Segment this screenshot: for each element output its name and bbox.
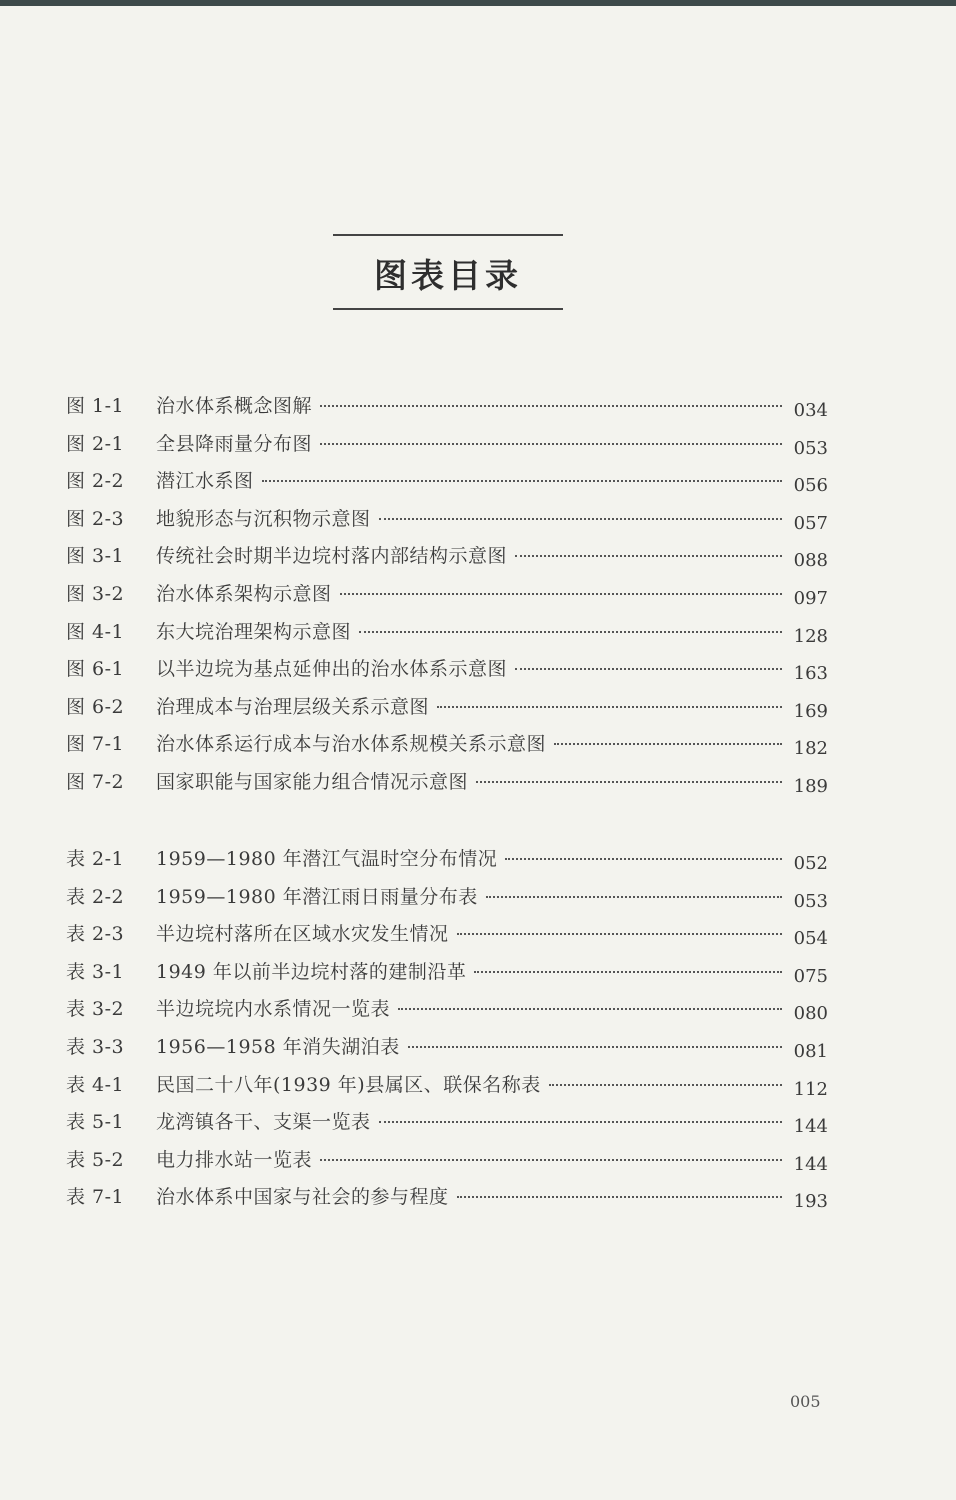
figure-entry[interactable] [66,692,828,730]
entry-label: 图 2-3 [66,507,125,530]
dot-leader [262,480,782,482]
tables-list [66,844,828,1220]
entry-page-number: 169 [793,700,828,722]
entry-title: 国家职能与国家能力组合情况示意图 [156,770,469,793]
dot-leader [505,858,782,860]
entry-title: 1956—1958 年消失湖泊表 [156,1035,400,1058]
figure-entry[interactable] [66,579,828,617]
entry-page-number: 075 [793,965,828,987]
entry-title: 东大垸治理架构示意图 [156,620,352,643]
dot-leader [340,593,782,595]
entry-label: 表 3-2 [66,998,125,1021]
entry-label: 图 6-2 [66,695,125,718]
entry-title: 1959—1980 年潜江气温时空分布情况 [156,848,498,870]
entry-page-number: 056 [793,475,828,497]
entry-title: 治水体系运行成本与治水体系规模关系示意图 [156,733,547,756]
entry-page-number: 052 [793,853,828,874]
dot-leader [457,1196,782,1198]
dot-leader [320,405,782,407]
entry-page-number: 097 [793,587,828,609]
entry-label: 图 1-1 [66,395,125,417]
entry-label: 图 6-1 [66,658,125,681]
entry-title: 电力排水站一览表 [156,1148,313,1171]
entry-page-number: 088 [793,550,828,572]
entry-label: 图 3-1 [66,545,125,568]
entry-title: 全县降雨量分布图 [156,432,313,455]
figures-list [66,391,828,805]
dot-leader [320,443,782,445]
dot-leader [457,933,782,935]
entry-title: 1949 年以前半边垸村落的建制沿革 [156,960,467,983]
entry-page-number: 128 [793,625,828,647]
entry-title: 半边垸垸内水系情况一览表 [156,998,391,1021]
entry-title: 潜江水系图 [156,470,254,493]
figure-entry[interactable] [66,429,828,467]
dot-leader [515,668,782,670]
entry-title: 地貌形态与沉积物示意图 [156,507,371,530]
figure-entry[interactable] [66,767,828,805]
figure-entry[interactable] [66,654,828,692]
entry-label: 表 2-1 [66,848,125,870]
entry-page-number: 182 [793,738,828,760]
entry-page-number: 193 [793,1191,828,1213]
dot-leader [437,706,782,708]
entry-page-number: 034 [793,400,828,421]
table-entry[interactable] [66,1032,828,1070]
entry-page-number: 054 [793,928,828,950]
entry-title: 治水体系中国家与社会的参与程度 [156,1186,449,1209]
page-title: 图表目录 [374,256,522,295]
entry-title: 龙湾镇各干、支渠一览表 [156,1111,371,1134]
figure-entry[interactable] [66,504,828,542]
entry-label: 表 4-1 [66,1073,125,1096]
table-entry[interactable] [66,957,828,995]
entry-label: 表 3-1 [66,960,125,983]
dot-leader [476,781,782,783]
dot-leader [474,971,782,973]
title-block [333,234,563,310]
entry-page-number: 112 [793,1078,828,1100]
entry-label: 表 2-3 [66,923,125,946]
entry-title: 以半边垸为基点延伸出的治水体系示意图 [156,658,508,681]
figure-entry[interactable] [66,729,828,767]
entry-title: 民国二十八年(1939 年)县属区、联保名称表 [156,1073,541,1096]
table-entry[interactable] [66,1107,828,1145]
entry-page-number: 081 [793,1040,828,1062]
entry-page-number: 163 [793,663,828,685]
entry-label: 图 2-2 [66,470,125,493]
table-entry[interactable] [66,994,828,1032]
entry-title: 半边垸村落所在区域水灾发生情况 [156,923,449,946]
dot-leader [554,743,782,745]
dot-leader [549,1084,782,1086]
dot-leader [408,1046,782,1048]
entry-page-number: 080 [793,1003,828,1025]
entry-label: 表 5-1 [66,1111,125,1134]
entry-label: 图 4-1 [66,620,125,643]
table-entry[interactable] [66,844,828,882]
entry-page-number: 189 [793,775,828,797]
figure-entry[interactable] [66,466,828,504]
entry-title: 治水体系架构示意图 [156,582,332,605]
entry-label: 表 5-2 [66,1148,125,1171]
figure-entry[interactable] [66,391,828,429]
entry-page-number: 053 [793,437,828,459]
figure-entry[interactable] [66,541,828,579]
entry-label: 图 7-1 [66,733,125,756]
table-entry[interactable] [66,1145,828,1183]
entry-label: 表 2-2 [66,885,125,908]
table-entry[interactable] [66,882,828,920]
entry-label: 图 3-2 [66,582,125,605]
entry-title: 治水体系概念图解 [156,395,313,417]
entry-label: 表 3-3 [66,1035,125,1058]
entry-page-number: 144 [793,1116,828,1138]
entry-label: 图 7-2 [66,770,125,793]
table-entry[interactable] [66,1182,828,1220]
table-entry[interactable] [66,919,828,957]
page-number: 005 [790,1392,821,1411]
dot-leader [359,631,782,633]
entry-label: 图 2-1 [66,432,125,455]
dot-leader [398,1008,782,1010]
entry-label: 表 7-1 [66,1186,125,1209]
dot-leader [486,896,782,898]
entry-title: 1959—1980 年潜江雨日雨量分布表 [156,885,478,908]
dot-leader [379,1121,782,1123]
dot-leader [320,1159,782,1161]
table-entry[interactable] [66,1070,828,1108]
entry-page-number: 057 [793,512,828,534]
entry-page-number: 053 [793,890,828,912]
entry-title: 治理成本与治理层级关系示意图 [156,695,430,718]
dot-leader [515,555,782,557]
entry-page-number: 144 [793,1153,828,1175]
dot-leader [379,518,782,520]
figure-entry[interactable] [66,617,828,655]
entry-title: 传统社会时期半边垸村落内部结构示意图 [156,545,508,568]
page-top-edge [0,0,956,6]
